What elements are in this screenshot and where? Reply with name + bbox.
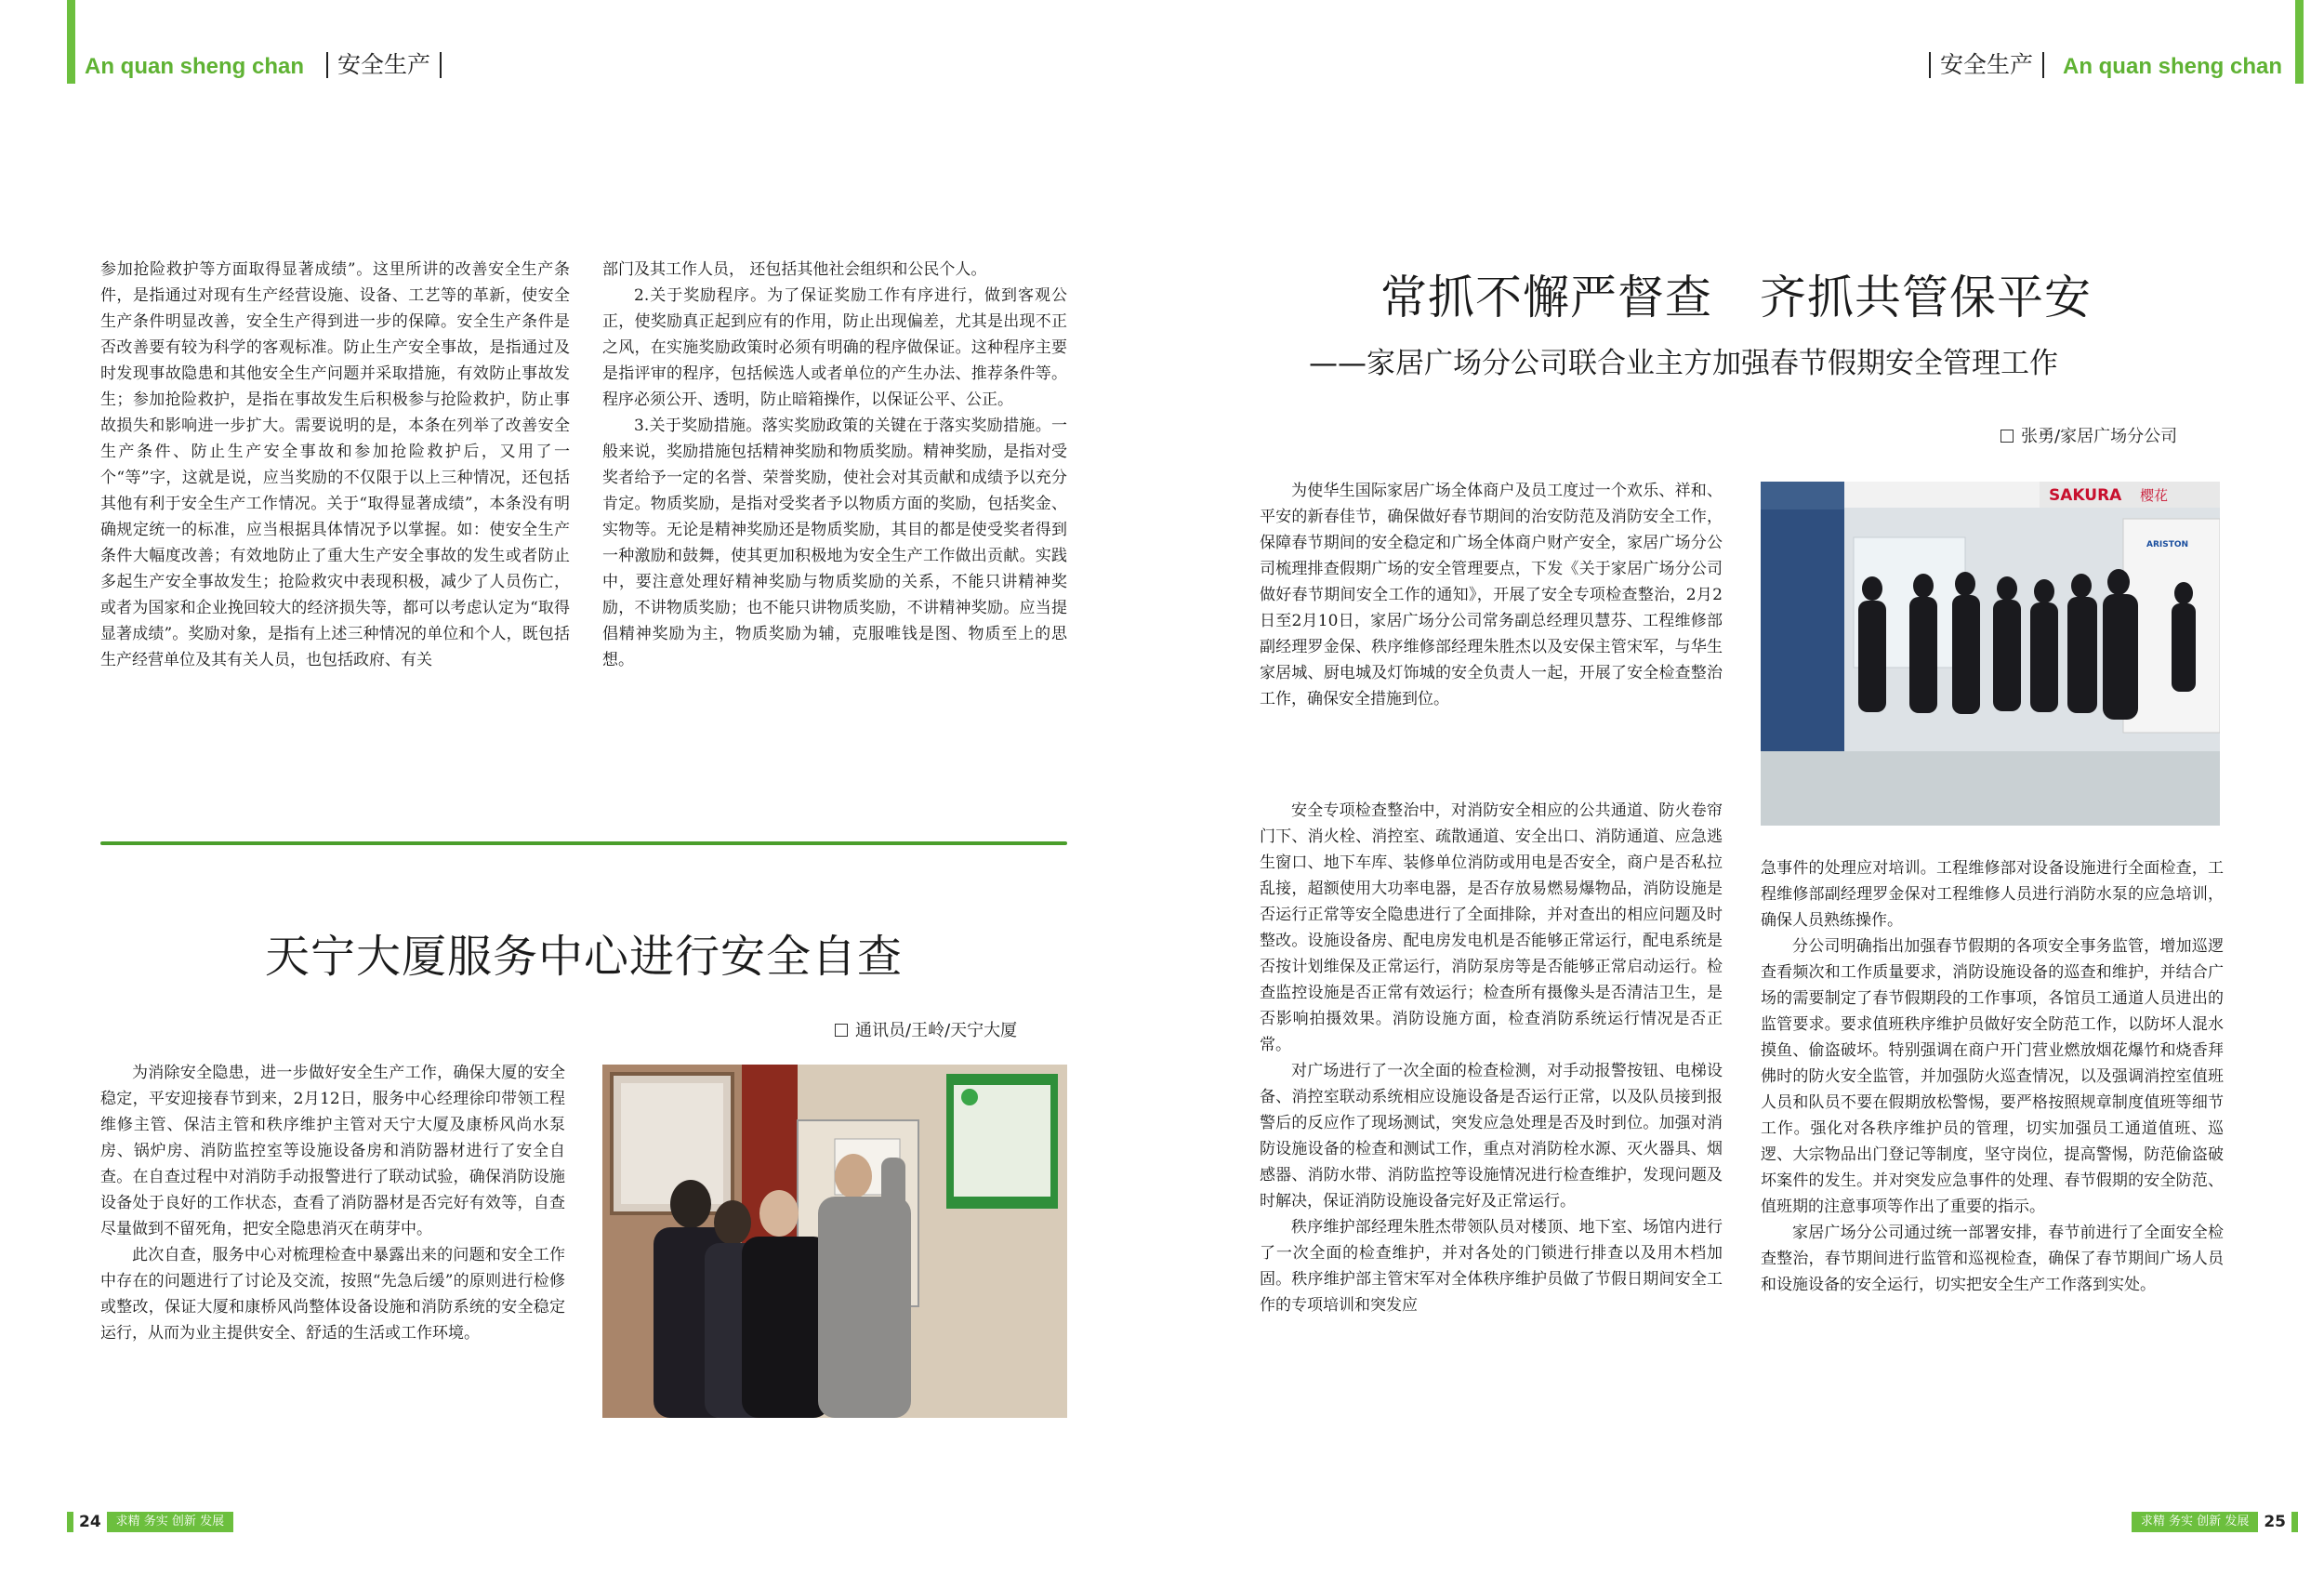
right-footer <box>2132 1512 2298 1532</box>
paragraph: 为消除安全隐患，进一步做好安全生产工作，确保大厦的安全稳定，平安迎接春节到来，2月12日，服务中心经理徐印带领工程维修主管、保洁主管和秩序维护主管对天宁大厦及康桥风尚水泵房、锅炉房、消防监控室等设施设备房和消防器材进行了安全自查。在自查过程中对消防手动报警进行了联动试验，确保消防设施设备处于良好的工作状态，查看了消防器材是否完好有效等，自查尽量做到不留死角，把安全隐患消灭在萌芽中。 <box>100 1064 565 1238</box>
header-separator <box>326 52 328 78</box>
paragraph: 参加抢险救护等方面取得显著成绩”。这里所讲的改善安全生产条件，是指通过对现有生产经营设施、设备、工艺等的革新，使安全生产条件明显改善，安全生产得到进一步的保障。安全生产条件是否改善要有较为科学的客观标准。防止生产安全事故，是指通过及时发现事故隐患和其他安全生产问题并采取措施，有效防止事故发生；参加抢险救护，是指在事故发生后积极参与抢险救护，防止事故损失和影响进一步扩大。需要说明的是，本条在列举了改善安全生产条件、防止生产安全事故和参加抢险救护后，又用了一个“等”字，这就是说，应当奖励的不仅限于以上三种情况，还包括其他有利于安全生产工作情况。关于“取得显著成绩”，本条没有明确规定统一的标准，应当根据具体情况予以掌握。如：使安全生产条件大幅度改善；有效地防止了重大生产安全事故的发生或者防止多起生产安全事故发生；抢险救灾中表现积极，减少了人员伤亡，或者为国家和企业挽回较大的经济损失等，都可以考虑认定为“取得显著成绩”。奖励对象，是指有上述三种情况的单位和个人，既包括生产经营单位及其有关人员，也包括政府、有关 <box>100 260 570 669</box>
paragraph: 分公司明确指出加强春节假期的各项安全事务监管，增加巡逻查看频次和工作质量要求，消防设施设备的巡查和维护，并结合广场的需要制定了春节假期段的工作事项，各馆员工通道人员进出的监管要求。要求值班秩序维护员做好安全防范工作，以防坏人混水摸鱼、偷盗破坏。特别强调在商户开门营业燃放烟花爆竹和烧香拜佛时的防火安全监管，并加强防火巡查情况，以及强调消控室值班人员和队员不要在假期放松警惕，要严格按照规章制度值班等细节工作。强化对各秩序维护员的管理，切实加强员工通道值班、巡逻、大宗物品出门登记等制度，坚守岗位，提高警惕，防范偷盗破坏案件的发生。并对突发应急事件的处理、春节假期的安全防范、值班期的注意事项等作出了重要的指示。 <box>1761 937 2224 1216</box>
paragraph: 对广场进行了一次全面的检查检测，对手动报警按钮、电梯设备、消控室联动系统相应设施设备是否运行正常，以及队员接到报警后的反应作了现场测试，突发应急处理是否及时到位。加强对消防设施设备的检查和测试工作，重点对消防栓水源、灭火器具、烟感器、消防水带、消防监控等设施情况进行检查维护，发现问题及时解决，保证消防设施设备完好及正常运行。 <box>1260 1062 1723 1211</box>
article-title: 天宁大厦服务中心进行安全自查 <box>265 931 904 983</box>
byline-box-icon <box>2000 430 2014 443</box>
footer-accent-bar <box>2291 1512 2298 1532</box>
right-column-2 <box>1761 855 2224 1298</box>
header-separator <box>2042 52 2044 78</box>
article-byline <box>835 1017 1017 1041</box>
paragraph: 安全专项检查整治中，对消防安全相应的公共通道、防火卷帘门下、消火栓、消控室、疏散通道、安全出口、消防通道、应急逃生窗口、地下车库、装修单位消防或用电是否安全，商户是否私拉乱接，超额使用大功率电器，是否存放易燃易爆物品，消防设施是否运行正常等安全隐患进行了全面排除，并对查出的相应问题及时整改。设施设备房、配电房发电机是否能够正常运行，配电系统是否按计划维保及正常运行，消防泵房等是否能够正常启动运行。检查监控设施是否正常有效运行；检查所有摄像头是否清洁卫生，是否影响拍摄效果。消防设施方面，检查消防系统运行情况是否正常。 <box>1260 801 1723 1054</box>
header-latin-title: An quan sheng chan <box>2062 54 2282 79</box>
sign-yinghua: 樱花 <box>2140 487 2169 504</box>
left-top-column-2 <box>602 257 1067 673</box>
paragraph: 秩序维护部经理朱胜杰带领队员对楼顶、地下室、场馆内进行了一次全面的检查维护，并对各处的门锁进行排查以及用木档加固。秩序维护部主管宋军对全体秩序维护员做了节假日期间安全工作的专项培训和突发应 <box>1260 1218 1723 1315</box>
footer-slogan: 求精 务实 创新 发展 <box>107 1512 233 1532</box>
article-subtitle: ——家居广场分公司联合业主方加强春节假期安全管理工作 <box>1309 347 2058 380</box>
byline-text: 通讯员/王岭/天宁大厦 <box>855 1021 1018 1040</box>
footer-accent-bar <box>67 1512 73 1532</box>
left-top-column-1 <box>100 257 570 673</box>
header-section-title: 安全生产 <box>337 51 431 78</box>
footer-slogan: 求精 务实 创新 发展 <box>2132 1512 2258 1532</box>
right-running-header <box>1920 0 2304 84</box>
left-running-header <box>67 0 451 84</box>
page-number: 25 <box>2264 1513 2286 1531</box>
article-title: 常抓不懈严督查 齐抓共管保平安 <box>1380 271 2092 324</box>
paragraph: 部门及其工作人员， 还包括其他社会组织和公民个人。 <box>602 260 987 279</box>
paragraph: 家居广场分公司通过统一部署安排，春节前进行了全面安全检查整治，春节期间进行监管和巡视检查，确保了春节期间广场人员和设施设备的安全运行，切实把安全生产工作落到实处。 <box>1761 1224 2224 1294</box>
section-divider <box>100 841 1067 845</box>
header-section-title: 安全生产 <box>1939 51 2033 78</box>
paragraph: 3.关于奖励措施。落实奖励政策的关键在于落实奖励措施。一般来说，奖励措施包括精神奖励和物质奖励。精神奖励，是指对受奖者给予一定的名誉、荣誉奖励，使社会对其贡献和成绩予以充分肯定。物质奖励，是指对受奖者予以物质方面的奖励，包括奖金、实物等。无论是精神奖励还是物质奖励，其目的都是使受奖者得到一种激励和鼓舞，使其更加积极地为安全生产工作做出贡献。实践中，要注意处理好精神奖励与物质奖励的关系，不能只讲精神奖励，不讲物质奖励；也不能只讲物质奖励，不讲精神奖励。应当提倡精神奖励为主，物质奖励为辅，克服唯钱是图、物质至上的思想。 <box>602 417 1067 669</box>
article-byline <box>2000 423 2177 447</box>
byline-box-icon <box>835 1024 848 1037</box>
byline-text: 张勇/家居广场分公司 <box>2021 427 2178 446</box>
inspection-photo <box>602 1065 1067 1418</box>
showroom-photo-illustration <box>1761 482 2220 826</box>
paragraph: 急事件的处理应对培训。工程维修部对设备设施进行全面检查，工程维修部副经理罗金保对工程维修人员进行消防水泵的应急培训，确保人员熟练操作。 <box>1761 859 2224 930</box>
showroom-photo <box>1761 482 2220 826</box>
header-accent-bar <box>2295 0 2304 84</box>
sign-sakura: SAKURA <box>2049 486 2122 505</box>
page-number: 24 <box>79 1513 101 1531</box>
inspection-photo-illustration <box>602 1065 1067 1418</box>
left-article-column <box>100 1060 565 1346</box>
header-separator <box>440 52 442 78</box>
header-latin-title: An quan sheng chan <box>85 54 305 79</box>
paragraph: 为使华生国际家居广场全体商户及员工度过一个欢乐、祥和、平安的新春佳节，确保做好春节期间的治安防范及消防安全工作，保障春节期间的安全稳定和广场全体商户财产安全，家居广场分公司梳理排查假期广场的安全管理要点，下发《关于家居广场分公司做好春节期间安全工作的通知》，开展了安全专项检查整治，2月2日至2月10日，家居广场分公司常务副总经理贝慧芬、工程维修部副经理罗金保、秩序维修部经理朱胜杰以及安保主管宋军，与华生家居城、厨电城及灯饰城的安全负责人一起，开展了安全检查整治工作，确保安全措施到位。 <box>1260 482 1723 708</box>
paragraph: 2.关于奖励程序。为了保证奖励工作有序进行，做到客观公正，使奖励真正起到应有的作用，防止出现偏差，尤其是出现不正之风，在实施奖励政策时必须有明确的程序做保证。这种程序主要是指评审的程序，包括候选人或者单位的产生办法、推荐条件等。程序必须公开、透明，防止暗箱操作，以保证公平、公正。 <box>602 286 1067 409</box>
left-footer <box>67 1512 233 1532</box>
header-accent-bar <box>67 0 75 84</box>
header-separator <box>1929 52 1931 78</box>
paragraph: 此次自查，服务中心对梳理检查中暴露出来的问题和安全工作中存在的问题进行了讨论及交流，按照“先急后缓”的原则进行检修或整改，保证大厦和康桥风尚整体设备设施和消防系统的安全稳定运行，从而为业主提供安全、舒适的生活或工作环境。 <box>100 1246 565 1343</box>
right-column-1-top <box>1260 478 1723 712</box>
right-column-1-bottom <box>1260 798 1723 1318</box>
sign-ariston: ARISTON <box>2146 540 2189 549</box>
